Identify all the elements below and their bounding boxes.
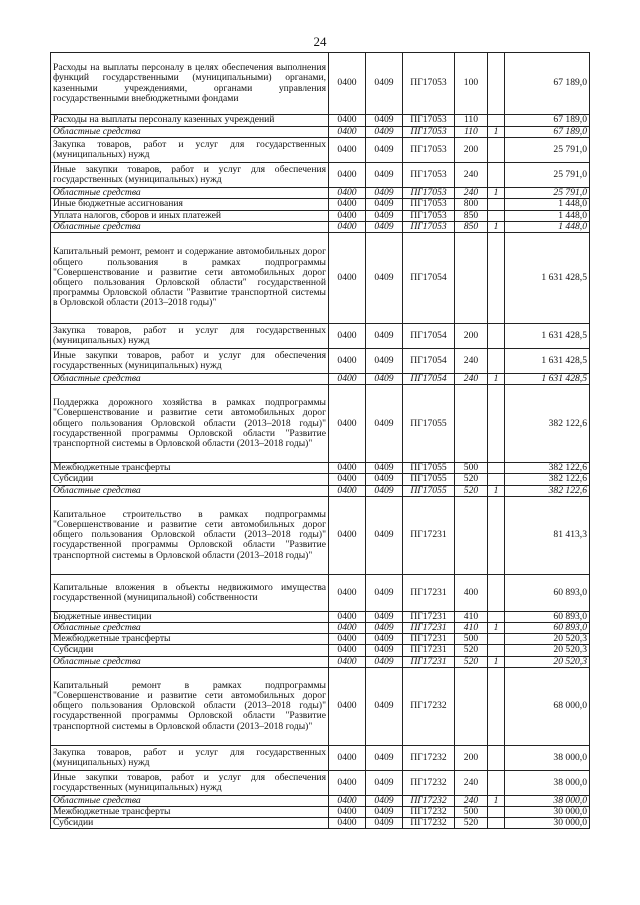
- funding-source-code: [488, 324, 505, 349]
- section-code: 0400: [329, 574, 366, 611]
- table-row: [51, 199, 590, 210]
- subsection-code: 0409: [366, 496, 403, 574]
- row-name: Расходы на выплаты персоналу казенных учреждений: [51, 115, 329, 127]
- section-code: 0400: [329, 634, 366, 645]
- subsection-code: 0409: [366, 374, 403, 385]
- funding-source-code: 1: [488, 623, 505, 634]
- expense-type-code: 240: [455, 163, 488, 188]
- table-row: [51, 53, 590, 115]
- section-code: 0400: [329, 53, 366, 115]
- amount: 1 448,0: [505, 210, 590, 221]
- target-article-code: ПГ17054: [403, 349, 455, 374]
- funding-source-code: [488, 667, 505, 745]
- amount: 20 520,3: [505, 634, 590, 645]
- table-body: [51, 53, 590, 829]
- row-name: Областные средства: [51, 656, 329, 667]
- section-code: 0400: [329, 199, 366, 210]
- table-row: [51, 138, 590, 163]
- expense-type-code: [455, 233, 488, 324]
- target-article-code: ПГ17054: [403, 374, 455, 385]
- funding-source-code: [488, 233, 505, 324]
- section-code: 0400: [329, 163, 366, 188]
- expense-type-code: 240: [455, 349, 488, 374]
- funding-source-code: 1: [488, 127, 505, 138]
- row-name: Закупка товаров, работ и услуг для государственных (муниципальных) нужд: [51, 138, 329, 163]
- section-code: 0400: [329, 349, 366, 374]
- amount: 67 189,0: [505, 115, 590, 127]
- section-code: 0400: [329, 463, 366, 474]
- target-article-code: ПГ17231: [403, 656, 455, 667]
- row-name: Закупка товаров, работ и услуг для государственных (муниципальных) нужд: [51, 745, 329, 770]
- row-name: Бюджетные инвестиции: [51, 611, 329, 622]
- amount: 60 893,0: [505, 623, 590, 634]
- target-article-code: ПГ17053: [403, 127, 455, 138]
- amount: 1 631 428,5: [505, 374, 590, 385]
- row-name: Областные средства: [51, 127, 329, 138]
- row-name: Межбюджетные трансферты: [51, 463, 329, 474]
- target-article-code: ПГ17231: [403, 634, 455, 645]
- row-name: Областные средства: [51, 221, 329, 232]
- target-article-code: ПГ17055: [403, 385, 455, 463]
- amount: 38 000,0: [505, 745, 590, 770]
- amount: 38 000,0: [505, 770, 590, 795]
- section-code: 0400: [329, 374, 366, 385]
- subsection-code: 0409: [366, 818, 403, 829]
- expense-type-code: 850: [455, 210, 488, 221]
- expense-type-code: 400: [455, 574, 488, 611]
- expense-type-code: 520: [455, 818, 488, 829]
- funding-source-code: 1: [488, 795, 505, 806]
- funding-source-code: 1: [488, 485, 505, 496]
- table-row: [51, 463, 590, 474]
- target-article-code: ПГ17053: [403, 163, 455, 188]
- row-name: Закупка товаров, работ и услуг для государственных (муниципальных) нужд: [51, 324, 329, 349]
- expense-type-code: [455, 496, 488, 574]
- target-article-code: ПГ17055: [403, 485, 455, 496]
- funding-source-code: [488, 463, 505, 474]
- budget-table: [50, 52, 590, 829]
- target-article-code: ПГ17232: [403, 807, 455, 818]
- funding-source-code: [488, 645, 505, 656]
- row-name: Межбюджетные трансферты: [51, 807, 329, 818]
- expense-type-code: 110: [455, 127, 488, 138]
- expense-type-code: [455, 667, 488, 745]
- target-article-code: ПГ17232: [403, 770, 455, 795]
- amount: 382 122,6: [505, 474, 590, 485]
- row-name: Иные закупки товаров, работ и услуг для обеспечения государственных (муниципальных) нужд: [51, 349, 329, 374]
- section-code: 0400: [329, 795, 366, 806]
- subsection-code: 0409: [366, 233, 403, 324]
- section-code: 0400: [329, 324, 366, 349]
- section-code: 0400: [329, 745, 366, 770]
- amount: 1 448,0: [505, 221, 590, 232]
- subsection-code: 0409: [366, 349, 403, 374]
- table-row: [51, 645, 590, 656]
- row-name: Областные средства: [51, 485, 329, 496]
- target-article-code: ПГ17053: [403, 199, 455, 210]
- funding-source-code: [488, 210, 505, 221]
- target-article-code: ПГ17231: [403, 574, 455, 611]
- amount: 1 631 428,5: [505, 349, 590, 374]
- subsection-code: 0409: [366, 611, 403, 622]
- target-article-code: ПГ17231: [403, 611, 455, 622]
- funding-source-code: [488, 818, 505, 829]
- funding-source-code: [488, 770, 505, 795]
- target-article-code: ПГ17232: [403, 667, 455, 745]
- funding-source-code: [488, 745, 505, 770]
- funding-source-code: [488, 634, 505, 645]
- table-row: [51, 818, 590, 829]
- target-article-code: ПГ17231: [403, 645, 455, 656]
- subsection-code: 0409: [366, 656, 403, 667]
- amount: 38 000,0: [505, 795, 590, 806]
- section-code: 0400: [329, 233, 366, 324]
- section-code: 0400: [329, 385, 366, 463]
- subsection-code: 0409: [366, 324, 403, 349]
- row-name: Уплата налогов, сборов и иных платежей: [51, 210, 329, 221]
- expense-type-code: 100: [455, 53, 488, 115]
- table-row: [51, 745, 590, 770]
- amount: 20 520,3: [505, 656, 590, 667]
- subsection-code: 0409: [366, 667, 403, 745]
- table-row: [51, 233, 590, 324]
- row-name: Субсидии: [51, 645, 329, 656]
- funding-source-code: [488, 385, 505, 463]
- row-name: Поддержка дорожного хозяйства в рамках подпрограммы "Совершенствование и развитие сети автомобильных дорог общего пользования Орловской области (2013–2018 годы)" государственной программы Орловской области "Развитие транспортной системы в Орловской области (2013–2018 годы)": [51, 385, 329, 463]
- section-code: 0400: [329, 807, 366, 818]
- expense-type-code: 240: [455, 795, 488, 806]
- table-row: [51, 634, 590, 645]
- expense-type-code: 410: [455, 623, 488, 634]
- amount: 1 448,0: [505, 199, 590, 210]
- table-row: [51, 770, 590, 795]
- table-row: [51, 667, 590, 745]
- table-row: [51, 474, 590, 485]
- section-code: 0400: [329, 115, 366, 127]
- subsection-code: 0409: [366, 634, 403, 645]
- subsection-code: 0409: [366, 474, 403, 485]
- funding-source-code: 1: [488, 221, 505, 232]
- expense-type-code: 200: [455, 138, 488, 163]
- page-number: 24: [313, 34, 327, 49]
- amount: 382 122,6: [505, 485, 590, 496]
- row-name: Иные закупки товаров, работ и услуг для обеспечения государственных (муниципальных) нужд: [51, 163, 329, 188]
- section-code: 0400: [329, 656, 366, 667]
- target-article-code: ПГ17053: [403, 188, 455, 199]
- section-code: 0400: [329, 138, 366, 163]
- funding-source-code: [488, 163, 505, 188]
- expense-type-code: 520: [455, 485, 488, 496]
- target-article-code: ПГ17055: [403, 474, 455, 485]
- funding-source-code: [488, 53, 505, 115]
- expense-type-code: 500: [455, 463, 488, 474]
- table-row: [51, 374, 590, 385]
- expense-type-code: 410: [455, 611, 488, 622]
- table-row: [51, 324, 590, 349]
- table-row: [51, 221, 590, 232]
- section-code: 0400: [329, 770, 366, 795]
- table-row: [51, 807, 590, 818]
- amount: 67 189,0: [505, 53, 590, 115]
- expense-type-code: 520: [455, 645, 488, 656]
- section-code: 0400: [329, 485, 366, 496]
- target-article-code: ПГ17232: [403, 745, 455, 770]
- section-code: 0400: [329, 496, 366, 574]
- funding-source-code: [488, 474, 505, 485]
- section-code: 0400: [329, 188, 366, 199]
- subsection-code: 0409: [366, 574, 403, 611]
- subsection-code: 0409: [366, 485, 403, 496]
- target-article-code: ПГ17055: [403, 463, 455, 474]
- expense-type-code: 500: [455, 807, 488, 818]
- section-code: 0400: [329, 221, 366, 232]
- row-name: Капитальный ремонт, ремонт и содержание автомобильных дорог общего пользования в рамках подпрограммы "Совершенствование и развитие сети автомобильных дорог общего пользования Орловской области" государственной программы Орловской области "Развитие транспортной системы в Орловской области (2013–2018 годы)": [51, 233, 329, 324]
- table-row: [51, 496, 590, 574]
- section-code: 0400: [329, 667, 366, 745]
- amount: 81 413,3: [505, 496, 590, 574]
- subsection-code: 0409: [366, 188, 403, 199]
- amount: 60 893,0: [505, 611, 590, 622]
- amount: 25 791,0: [505, 188, 590, 199]
- expense-type-code: 850: [455, 221, 488, 232]
- section-code: 0400: [329, 818, 366, 829]
- subsection-code: 0409: [366, 645, 403, 656]
- target-article-code: ПГ17054: [403, 324, 455, 349]
- table-row: [51, 623, 590, 634]
- expense-type-code: 240: [455, 188, 488, 199]
- funding-source-code: 1: [488, 374, 505, 385]
- section-code: 0400: [329, 645, 366, 656]
- table-row: [51, 485, 590, 496]
- target-article-code: ПГ17231: [403, 496, 455, 574]
- table-row: [51, 115, 590, 127]
- amount: 30 000,0: [505, 818, 590, 829]
- expense-type-code: 520: [455, 656, 488, 667]
- row-name: Областные средства: [51, 188, 329, 199]
- funding-source-code: [488, 349, 505, 374]
- amount: 20 520,3: [505, 645, 590, 656]
- row-name: Субсидии: [51, 474, 329, 485]
- amount: 382 122,6: [505, 385, 590, 463]
- subsection-code: 0409: [366, 770, 403, 795]
- funding-source-code: [488, 496, 505, 574]
- row-name: Иные бюджетные ассигнования: [51, 199, 329, 210]
- subsection-code: 0409: [366, 745, 403, 770]
- target-article-code: ПГ17053: [403, 53, 455, 115]
- row-name: Областные средства: [51, 623, 329, 634]
- amount: 60 893,0: [505, 574, 590, 611]
- subsection-code: 0409: [366, 115, 403, 127]
- target-article-code: ПГ17053: [403, 210, 455, 221]
- target-article-code: ПГ17053: [403, 138, 455, 163]
- expense-type-code: 800: [455, 199, 488, 210]
- row-name: Межбюджетные трансферты: [51, 634, 329, 645]
- expense-type-code: 520: [455, 474, 488, 485]
- table-row: [51, 611, 590, 622]
- subsection-code: 0409: [366, 463, 403, 474]
- funding-source-code: 1: [488, 656, 505, 667]
- amount: 382 122,6: [505, 463, 590, 474]
- amount: 1 631 428,5: [505, 233, 590, 324]
- section-code: 0400: [329, 127, 366, 138]
- row-name: Иные закупки товаров, работ и услуг для обеспечения государственных (муниципальных) нужд: [51, 770, 329, 795]
- subsection-code: 0409: [366, 53, 403, 115]
- expense-type-code: 200: [455, 745, 488, 770]
- funding-source-code: [488, 199, 505, 210]
- expense-type-code: 240: [455, 770, 488, 795]
- section-code: 0400: [329, 623, 366, 634]
- expense-type-code: 200: [455, 324, 488, 349]
- funding-source-code: 1: [488, 188, 505, 199]
- amount: 25 791,0: [505, 163, 590, 188]
- subsection-code: 0409: [366, 795, 403, 806]
- table-row: [51, 163, 590, 188]
- section-code: 0400: [329, 210, 366, 221]
- row-name: Областные средства: [51, 795, 329, 806]
- target-article-code: ПГ17231: [403, 623, 455, 634]
- section-code: 0400: [329, 611, 366, 622]
- funding-source-code: [488, 611, 505, 622]
- expense-type-code: [455, 385, 488, 463]
- subsection-code: 0409: [366, 138, 403, 163]
- funding-source-code: [488, 574, 505, 611]
- funding-source-code: [488, 807, 505, 818]
- amount: 1 631 428,5: [505, 324, 590, 349]
- subsection-code: 0409: [366, 210, 403, 221]
- section-code: 0400: [329, 474, 366, 485]
- row-name: Субсидии: [51, 818, 329, 829]
- amount: 25 791,0: [505, 138, 590, 163]
- row-name: Капитальные вложения в объекты недвижимого имущества государственной (муниципальной) собственности: [51, 574, 329, 611]
- subsection-code: 0409: [366, 221, 403, 232]
- table-row: [51, 210, 590, 221]
- row-name: Капитальное строительство в рамках подпрограммы "Совершенствование и развитие сети автомобильных дорог общего пользования Орловской области (2013–2018 годы)" государственной программы Орловской области "Развитие транспортной системы в Орловской области (2013–2018 годы)": [51, 496, 329, 574]
- row-name: Капитальный ремонт в рамках подпрограммы "Совершенствование и развитие сети автомобильных дорог общего пользования Орловской области (2013–2018 годы)" государственной программы Орловской области "Развитие транспортной системы в Орловской области (2013–2018 годы)": [51, 667, 329, 745]
- subsection-code: 0409: [366, 163, 403, 188]
- expense-type-code: 500: [455, 634, 488, 645]
- target-article-code: ПГ17054: [403, 233, 455, 324]
- table-row: [51, 656, 590, 667]
- target-article-code: ПГ17232: [403, 795, 455, 806]
- table-row: [51, 385, 590, 463]
- target-article-code: ПГ17232: [403, 818, 455, 829]
- funding-source-code: [488, 138, 505, 163]
- table-row: [51, 574, 590, 611]
- table-row: [51, 127, 590, 138]
- funding-source-code: [488, 115, 505, 127]
- target-article-code: ПГ17053: [403, 221, 455, 232]
- amount: 30 000,0: [505, 807, 590, 818]
- subsection-code: 0409: [366, 385, 403, 463]
- table-row: [51, 349, 590, 374]
- table-row: [51, 795, 590, 806]
- expense-type-code: 240: [455, 374, 488, 385]
- amount: 68 000,0: [505, 667, 590, 745]
- subsection-code: 0409: [366, 199, 403, 210]
- table-row: [51, 188, 590, 199]
- expense-type-code: 110: [455, 115, 488, 127]
- row-name: Расходы на выплаты персоналу в целях обеспечения выполнения функций государственными (муниципальными) органами, казенными учреждениями, органами управления государственными внебюджетными фондами: [51, 53, 329, 115]
- target-article-code: ПГ17053: [403, 115, 455, 127]
- amount: 67 189,0: [505, 127, 590, 138]
- subsection-code: 0409: [366, 623, 403, 634]
- subsection-code: 0409: [366, 807, 403, 818]
- row-name: Областные средства: [51, 374, 329, 385]
- subsection-code: 0409: [366, 127, 403, 138]
